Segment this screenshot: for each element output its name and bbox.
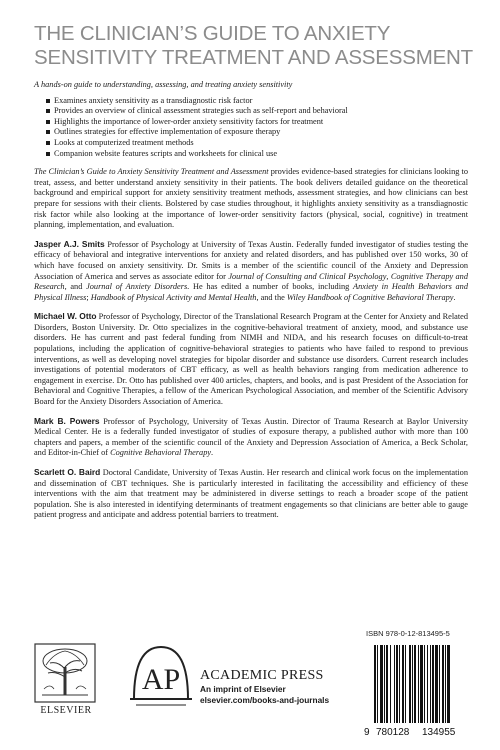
barcode-bar — [418, 645, 419, 723]
barcode-bar — [374, 645, 376, 723]
author-bio-text: Doctoral Candidate, University of Texas Austin. Her research and clinical work focus on the implementation and dissemination of CBT techniques. She is particularly interested in facilitating the accessibility and efficiency of these interventions with the aim that treatment may be administered in diverse settings to reach a broader scope of the patient population. She is also interested in identifying determinants of treatment engagements so that clinicians are better able to gauge patient progress and anticipate and address potential barriers to treatment. — [34, 468, 468, 520]
barcode-bar — [396, 645, 398, 723]
publisher-info — [200, 668, 350, 706]
barcode-digits-left: 780128 — [376, 727, 410, 737]
separator: , and — [64, 282, 87, 292]
separator: , and the — [256, 292, 287, 302]
barcode-bar — [445, 645, 446, 723]
publisher-imprint: An imprint of Elsevier — [200, 684, 286, 694]
author-bio-text: . He has edited a number of books, including — [187, 282, 354, 292]
book-description — [34, 167, 468, 231]
feature-item: Highlights the importance of lower-order anxiety sensitivity factors for treatment — [46, 117, 468, 128]
feature-item: Examines anxiety sensitivity as a transdiagnostic risk factor — [46, 96, 468, 107]
barcode-bar — [442, 645, 444, 723]
barcode-bar — [414, 645, 416, 723]
barcode-digit-first: 9 — [364, 727, 370, 737]
barcode-bar — [386, 645, 388, 723]
barcode-bar — [384, 645, 385, 723]
barcode — [362, 641, 472, 737]
publisher-block — [34, 629, 468, 737]
barcode-bar — [420, 645, 423, 723]
tagline: A hands-on guide to understanding, assessing, and treating anxiety sensitivity — [34, 80, 293, 89]
book-reference: Wiley Handbook of Cognitive Behavioral Therapy — [286, 292, 454, 302]
description-text: provides evidence-based strategies for clinicians looking to treat, assess, and better understand anxiety sensitivity in their patients. The book delivers detailed guidance on the theoretical background and empirical support for anxiety sensitivity treatment methods, assessment strategies, and how clinicians can best prepare for sessions with their clients. Bolstered by case studies throughout, it highlights anxiety sensitivity as a transdiagnostic risk factor while also looking at the importance of lower-order sensitivity factors (physical, social, cognitive) in treatment planning, implementation, and evaluation. — [34, 167, 469, 230]
separator: , — [386, 271, 391, 281]
barcode-bar — [399, 645, 400, 723]
barcode-bar — [447, 645, 450, 723]
book-title-line-1: THE CLINICIAN’S GUIDE TO ANXIETY — [34, 22, 391, 45]
barcode-bar — [390, 645, 391, 723]
barcode-bar — [432, 645, 434, 723]
barcode-bar — [405, 645, 406, 723]
feature-item: Outlines strategies for effective implementation of exposure therapy — [46, 127, 468, 138]
author-bio-text: Professor of Psychology at University of Texas Austin. Federally funded investigator of studies testing the efficacy of behavioral and integrative interventions for anxiety and related disorders, and has published over 150 works, 30 of which have focused on anxiety sensitivity. Dr. Smits is a member of the scientific council of the Anxiety and Depression Association of America and serves as associate editor for — [34, 239, 468, 281]
barcode-bar — [427, 645, 428, 723]
separator: . — [453, 292, 456, 302]
separator: . — [211, 448, 214, 458]
author-name: Jasper A.J. Smits — [34, 238, 105, 249]
barcode-bars — [374, 645, 450, 723]
feature-item: Looks at computerized treatment methods — [46, 138, 468, 149]
feature-item: Companion website features scripts and worksheets for clinical use — [46, 149, 468, 160]
publisher-name: ACADEMIC PRESS — [200, 668, 324, 683]
feature-item: Provides an overview of clinical assessment strategies such as self-report and behavioral — [46, 106, 468, 117]
elsevier-wordmark: ELSEVIER — [40, 705, 92, 716]
ap-monogram: AP — [141, 663, 181, 696]
journal-title: Journal of Anxiety Disorders — [86, 282, 188, 292]
feature-list — [34, 96, 468, 160]
barcode-bar — [402, 645, 404, 723]
author-name: Michael W. Otto — [34, 311, 97, 322]
barcode-bar — [435, 645, 438, 723]
author-bio-baird — [34, 467, 468, 521]
barcode-bar — [412, 645, 413, 723]
elsevier-tree-logo-icon — [34, 643, 96, 703]
author-bio-text: Professor of Psychology, Director of the Translational Research Program at the Center for Anxiety and Related Disorders, Boston University. Dr. Otto specializes in the cognitive-behavioral treatment of anxiety, mood, and substance use disorders. He has current and past federal funding from NIMH and NIDA, and his research focuses on difficult-to-treat populations, including the application of cognitive-behavioral strategies to patients who have failed to respond to previous interventions, as well as developing novel strategies for bipolar disorder and substance use disorders. Current research includes investigations of potential moderators of CBT efficacy, as well as health behaviors ranging from medication adherence to engagement in exercise. Dr. Otto has published over 400 articles, chapters, and books, and is past President of the Association for Behavioral and Cognitive Therapies, a fellow of the American Psychological Association, and member of the Scientific Advisory Board for the Anxiety Disorders Association of America. — [34, 312, 468, 407]
barcode-bar — [377, 645, 378, 723]
book-reference: Anxiety in Health Behaviors and Physical Illness — [34, 282, 468, 302]
barcode-bar — [430, 645, 431, 723]
academic-press-logo-icon — [126, 639, 196, 719]
barcode-bar — [394, 645, 395, 723]
author-bio-powers — [34, 416, 468, 459]
author-name: Mark B. Powers — [34, 415, 100, 426]
author-name: Scarlett O. Baird — [34, 467, 101, 477]
journal-title: Journal of Consulting and Clinical Psychology — [228, 271, 387, 281]
author-bio-text: Professor of Psychology, University of Texas Austin. Director of Trauma Research at Baylor University Medical Center. He is a federally funded investigator of studies of exposure therapy, a published author with more than 100 chapters and papers, a member of the scientific council of the Anxiety and Depression Association of America, a Beck Scholar, and Editor-in-Chief of — [34, 416, 468, 458]
author-bio-smits — [34, 239, 468, 304]
separator: ; — [86, 292, 91, 302]
barcode-bar — [380, 645, 383, 723]
barcode-bar — [424, 645, 425, 723]
description-book-title: The Clinician’s Guide to Anxiety Sensitivity Treatment and Assessment — [34, 167, 269, 177]
book-reference: Handbook of Physical Activity and Mental Health — [90, 292, 257, 302]
isbn: ISBN 978-0-12-813495-5 — [366, 629, 450, 638]
journal-title: Cognitive Therapy and Research — [34, 271, 468, 292]
publisher-url: elsevier.com/books-and-journals — [200, 695, 330, 705]
barcode-digits-right: 134955 — [422, 727, 456, 737]
book-title-line-2: SENSITIVITY TREATMENT AND ASSESSMENT — [34, 46, 473, 69]
barcode-bar — [409, 645, 411, 723]
back-cover-text — [34, 80, 468, 529]
book-title — [34, 22, 474, 70]
journal-title: Cognitive Behavioral Therapy — [110, 448, 212, 458]
barcode-bar — [439, 645, 440, 723]
author-bio-otto — [34, 311, 468, 407]
